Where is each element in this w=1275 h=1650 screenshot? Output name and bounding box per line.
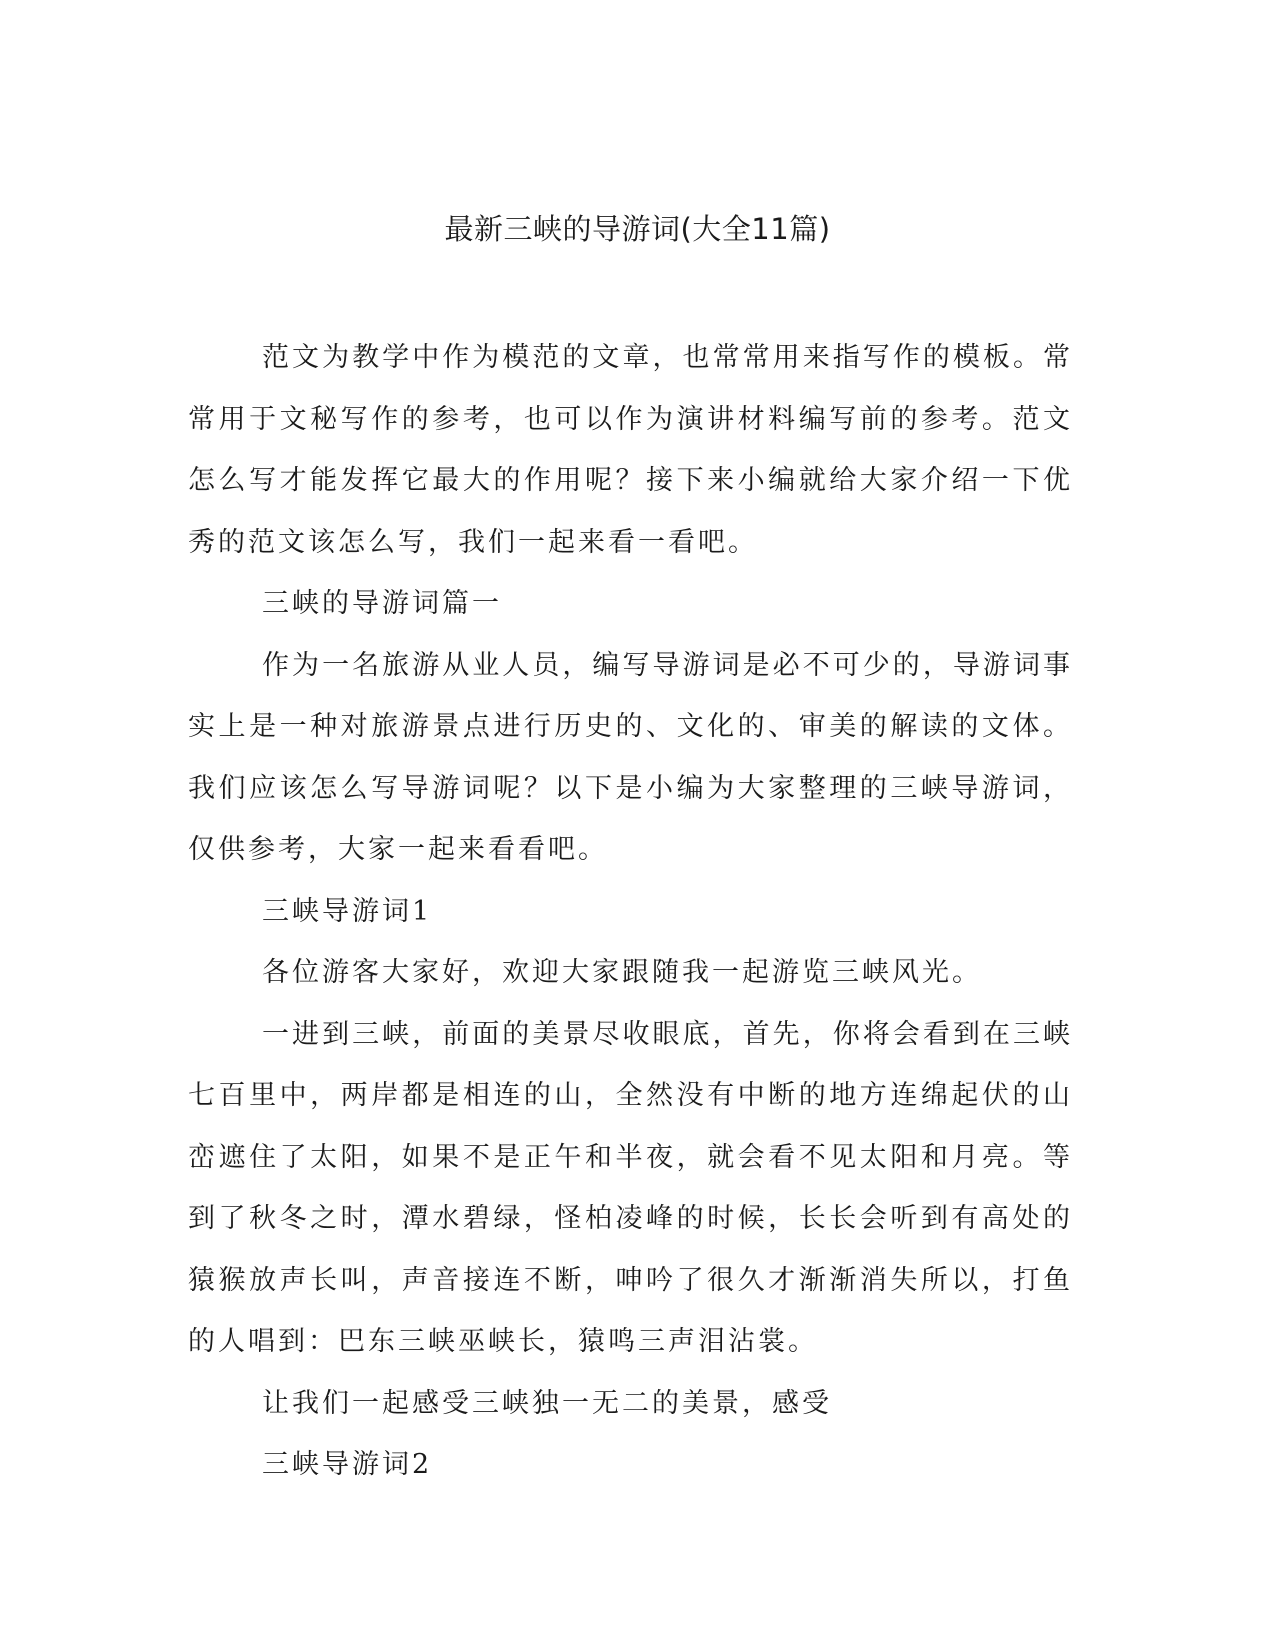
subsection-heading-1: 三峡导游词1 xyxy=(262,895,433,927)
body-paragraph: 作为一名旅游从业人员，编写导游词是必不可少的，导游词事实上是一种对旅游景点进行历史的、文化的、审美的解读的文体。我们应该怎么写导游词呢？以下是小编为大家整理的三峡导游词，仅供参考，大家一起来看看吧。 xyxy=(188,649,1073,865)
body-paragraph: 各位游客大家好，欢迎大家跟随我一起游览三峡风光。 xyxy=(262,957,982,988)
subsection-heading-2: 三峡导游词2 xyxy=(262,1449,433,1480)
document-title: 最新三峡的导游词(大全11篇) xyxy=(444,212,831,246)
body-paragraph: 一进到三峡，前面的美景尽收眼底，首先，你将会看到在三峡七百里中，两岸都是相连的山，全然没有中断的地方连绵起伏的山峦遮住了太阳，如果不是正午和半夜，就会看不见太阳和月亮。等到了秋冬之时，潭水碧绿，怪柏凌峰的时候，长长会听到有高处的猿猴放声长叫，声音接连不断，呻吟了很久才渐渐消失所以，打鱼的人唱到：巴东三峡巫峡长，猿鸣三声泪沾裳。 xyxy=(188,1018,1073,1357)
document-body xyxy=(188,327,1073,1496)
intro-paragraph: 范文为教学中作为模范的文章，也常常用来指写作的模板。常常用于文秘写作的参考，也可以作为演讲材料编写前的参考。范文怎么写才能发挥它最大的作用呢？接下来小编就给大家介绍一下优秀的范文该怎么写，我们一起来看一看吧。 xyxy=(188,342,1073,558)
section-heading-1: 三峡的导游词篇一 xyxy=(262,588,502,619)
body-paragraph: 让我们一起感受三峡独一无二的美景，感受 xyxy=(262,1387,832,1419)
